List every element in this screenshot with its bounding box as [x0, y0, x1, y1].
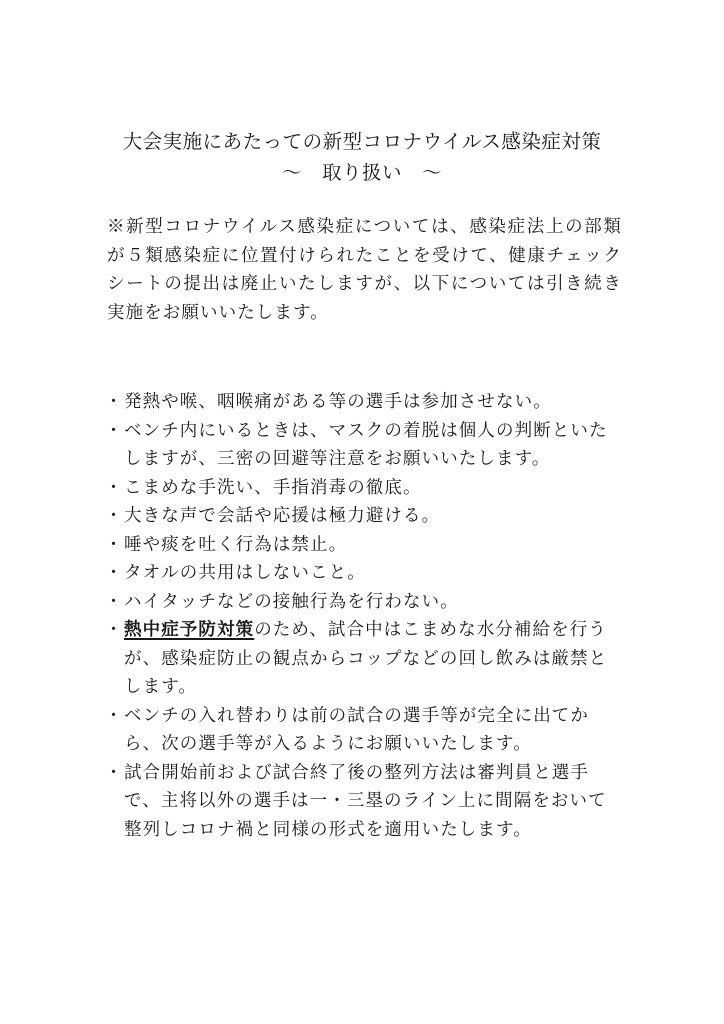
list-item: [104, 502, 624, 531]
list-item: [104, 388, 624, 417]
list-item: [104, 559, 624, 588]
list-item: [104, 417, 624, 474]
bullet-icon: ・: [104, 506, 124, 526]
list-item-text: 試合開始前および試合終了後の整列方法は審判員と選手で、主将以外の選手は一・三塁のライン上に間隔をおいて整列しコロナ禍と同様の形式を適用いたします。: [124, 762, 607, 840]
list-item-text: ハイタッチなどの接触行為を行わない。: [124, 591, 459, 612]
list-item-text: こまめな手洗い、手指消毒の徹底。: [124, 477, 422, 498]
list-item-text: ベンチ内にいるときは、マスクの着脱は個人の判断といたしますが、三密の回避等注意をお願いいたします。: [124, 420, 608, 469]
list-item: [104, 474, 624, 503]
bullet-icon: ・: [104, 563, 124, 583]
emphasis-heatstroke: 熱中症予防対策: [124, 620, 255, 640]
bullet-icon: ・: [104, 420, 124, 441]
measures-list: [104, 388, 624, 844]
list-item-text: 大きな声で会話や応援は極力避ける。: [124, 506, 441, 526]
list-item: [104, 531, 624, 560]
list-item-text: のため、試合中はこまめな水分補給を行うが、感染症防止の観点からコップなどの回し飲みは厳禁とします。: [124, 620, 608, 697]
bullet-icon: ・: [104, 392, 124, 412]
list-item-text: タオルの共用はしないこと。: [124, 563, 366, 583]
bullet-icon: ・: [104, 591, 124, 612]
list-item: [104, 759, 624, 845]
bullet-icon: ・: [104, 534, 124, 555]
list-item: [104, 616, 624, 702]
list-item-text: ベンチの入れ替わりは前の試合の選手等が完全に出てから、次の選手等が入るようにお願いいたします。: [124, 705, 589, 754]
notice-paragraph: ※新型コロナウイルス感染症については、感染症法上の部類が５類感染症に位置付けられたことを受けて、健康チェックシートの提出は廃止いたしますが、以下については引き続き実施をお願いいたします。: [107, 217, 622, 324]
bullet-icon: ・: [104, 620, 124, 640]
bullet-icon: ・: [104, 477, 124, 498]
document-subtitle: 〜 取り扱い 〜: [281, 161, 442, 184]
bullet-icon: ・: [104, 705, 124, 726]
list-item-text: 発熱や喉、咽喉痛がある等の選手は参加させない。: [124, 392, 552, 412]
list-item: [104, 588, 624, 617]
bullet-icon: ・: [104, 762, 124, 783]
list-item-text: 唾や痰を吐く行為は禁止。: [124, 534, 348, 555]
document-title: 大会実施にあたっての新型コロナウイルス感染症対策: [122, 130, 602, 153]
list-item: [104, 702, 624, 759]
